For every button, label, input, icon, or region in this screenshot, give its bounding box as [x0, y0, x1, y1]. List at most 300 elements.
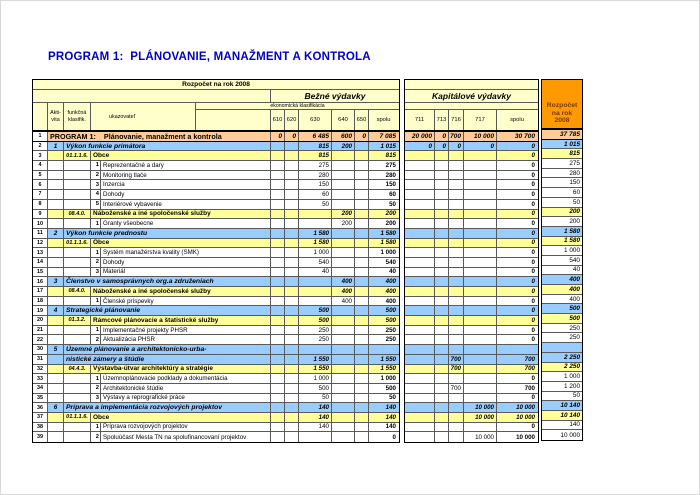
table-row: [33, 190, 399, 200]
cell-bezne-620: [285, 297, 299, 306]
cell-bezne-620: 0: [285, 132, 299, 141]
cell-bezne-650: [355, 180, 369, 189]
cell-kap-717: [464, 248, 497, 257]
table-row: [405, 161, 538, 171]
row-label: Náboženské a iné spoločenské služby: [91, 287, 271, 296]
cell-bezne-650: [355, 210, 369, 219]
cell-bezne-630: 6 485: [299, 132, 332, 141]
cell-bezne-650: [355, 248, 369, 257]
funkcna-code: 01.1.1.6.: [64, 151, 91, 160]
cell-bezne-620: [285, 345, 299, 354]
table-row: [405, 326, 538, 336]
row-label: Výstavba-útvar architektúry a stratégie: [91, 365, 271, 374]
cell-kap-717: [464, 277, 497, 286]
cell-kap-716: [449, 239, 464, 248]
cell-bezne-640: [332, 239, 355, 248]
aktivita-code: [48, 413, 64, 422]
header-spacer: [33, 90, 271, 102]
cell-bezne-620: [285, 142, 299, 151]
cell-kap-spolu: 700: [524, 355, 535, 363]
cell-kap-spolu: 700: [524, 384, 535, 392]
cell-kap-711: [405, 287, 435, 296]
cell-kap-717: [464, 335, 497, 344]
funkcna-code: [64, 161, 91, 170]
cell-bezne-spolu: [369, 345, 398, 354]
table-row: [405, 132, 538, 142]
cell-kap-711: [405, 268, 435, 277]
cell-bezne-spolu: 40: [389, 268, 396, 276]
cell-kap-spolu: 0: [531, 220, 535, 228]
cell-kap-711: [405, 423, 435, 432]
cell-bezne-610: [271, 190, 285, 199]
row-number: 1: [33, 132, 48, 141]
cell-kap-716: [449, 258, 464, 267]
cell-bezne-650: [355, 190, 369, 199]
table-row: [405, 277, 538, 287]
rozpocet-total-block: [541, 79, 583, 441]
cell-bezne-650: [355, 297, 369, 306]
header-col-713: 713: [435, 110, 449, 130]
cell-bezne-630: 40: [299, 268, 332, 277]
header-col-610: 610: [271, 110, 285, 130]
row-number: 32: [33, 365, 48, 374]
table-row: [542, 188, 582, 198]
cell-kap-spolu: 0: [531, 142, 535, 150]
table-row: [405, 345, 538, 355]
row-number: 15: [33, 268, 48, 277]
table-row: [542, 304, 582, 314]
row-label: PROGRAM 1: Plánovanie, manažment a kontrola: [48, 132, 271, 141]
header-kap-cols: [405, 110, 538, 130]
cell-kap-spolu: 0: [531, 268, 535, 276]
cell-bezne-610: [271, 171, 285, 180]
cell-rozpocet: 40: [572, 266, 580, 274]
cell-rozpocet: [542, 343, 582, 352]
header-aktivita-line1: Akti-: [50, 110, 61, 117]
cell-bezne-650: [355, 365, 369, 374]
cell-kap-711: [405, 151, 435, 160]
cell-kap-716: 700: [449, 384, 464, 393]
cell-kap-716: [449, 200, 464, 209]
cell-kap-spolu: 10 000: [516, 404, 535, 412]
cell-kap-spolu: 0: [531, 181, 535, 189]
cell-kap-713: [435, 161, 449, 170]
header-kap-spacer-top: [405, 80, 538, 90]
table-row: [33, 384, 399, 394]
cell-kap-717: [464, 384, 497, 393]
cell-bezne-620: [285, 190, 299, 199]
cell-rozpocet: 400: [569, 295, 580, 303]
cell-bezne-650: [355, 161, 369, 170]
cell-kap-717: [464, 297, 497, 306]
cell-kap-713: [435, 287, 449, 296]
cell-bezne-spolu: 140: [385, 404, 396, 412]
table-row: [33, 316, 399, 326]
aktivita-code: 6: [48, 403, 64, 412]
cell-rozpocet: 10 140: [560, 411, 580, 419]
cell-kap-716: [449, 297, 464, 306]
header-aktivita-col: [48, 103, 64, 130]
table-row: [542, 333, 582, 343]
cell-kap-spolu: 0: [531, 239, 535, 247]
cell-rozpocet: 275: [569, 159, 580, 167]
item-number: 1: [91, 161, 101, 170]
aktivita-code: [48, 171, 64, 180]
cell-bezne-630: 280: [299, 171, 332, 180]
table-header-kap: [405, 80, 538, 132]
cell-kap-spolu: 0: [531, 423, 535, 431]
row-label: Materiál: [101, 268, 271, 277]
funkcna-code: [64, 219, 91, 228]
funkcna-code: 08.4.0.: [64, 210, 91, 219]
table-row: [33, 432, 399, 442]
cell-kap-717: [464, 180, 497, 189]
cell-bezne-630: [299, 287, 332, 296]
cell-bezne-620: [285, 432, 299, 442]
row-number: 20: [33, 316, 48, 325]
cell-bezne-640: [332, 394, 355, 403]
table-row: [542, 430, 582, 440]
table-row: [405, 190, 538, 200]
cell-kap-spolu: 0: [531, 210, 535, 218]
cell-kap-spolu: 0: [531, 229, 535, 237]
row-label: Členstvo v samosprávnych org.a združeniach: [64, 277, 271, 286]
item-number: 2: [91, 432, 101, 442]
cell-bezne-610: [271, 248, 285, 257]
cell-bezne-spolu: 280: [385, 171, 396, 179]
cell-kap-716: [449, 326, 464, 335]
header-aktivita-line2: vita: [51, 116, 60, 123]
table-row: [33, 306, 399, 316]
cell-kap-711: [405, 297, 435, 306]
cell-kap-711: [405, 394, 435, 403]
cell-rozpocet: 37 785: [559, 130, 580, 138]
table-row: [33, 365, 399, 375]
cell-bezne-610: [271, 161, 285, 170]
aktivita-code: [48, 287, 64, 296]
cell-rozpocet: 250: [569, 334, 580, 342]
cell-bezne-630: 250: [299, 326, 332, 335]
cell-bezne-spolu: 275: [385, 161, 396, 169]
item-number: 2: [91, 384, 101, 393]
cell-bezne-spolu: 815: [385, 152, 396, 160]
table-row: [33, 277, 399, 287]
cell-rozpocet: 400: [569, 285, 580, 293]
cell-bezne-610: [271, 268, 285, 277]
row-label: Výkon funkcie prednostu: [64, 229, 271, 238]
cell-bezne-650: [355, 306, 369, 315]
cell-kap-716: 700: [449, 132, 464, 141]
cell-bezne-610: [271, 394, 285, 403]
table-row: [542, 353, 582, 363]
funkcna-code: [64, 384, 91, 393]
cell-kap-713: [435, 180, 449, 189]
aktivita-code: [48, 365, 64, 374]
cell-kap-717: 10 000: [464, 413, 497, 422]
cell-bezne-640: 400: [332, 277, 355, 286]
header-rozpocet-line3: 2008: [554, 117, 570, 125]
table-row: [542, 382, 582, 392]
cell-kap-716: [449, 306, 464, 315]
cell-bezne-spolu: 540: [385, 258, 396, 266]
table-row: [405, 432, 538, 442]
cell-bezne-640: [332, 403, 355, 412]
table-row: [542, 266, 582, 276]
cell-kap-spolu: 0: [531, 152, 535, 160]
cell-kap-717: [464, 219, 497, 228]
cell-kap-711: [405, 432, 435, 442]
item-number: 4: [91, 190, 101, 199]
cell-bezne-650: [355, 200, 369, 209]
table-row: [33, 229, 399, 239]
cell-kap-711: [405, 239, 435, 248]
cell-bezne-620: [285, 423, 299, 432]
cell-bezne-610: [271, 239, 285, 248]
cell-bezne-640: [332, 151, 355, 160]
table-row: [542, 159, 582, 169]
cell-bezne-spolu: 400: [385, 287, 396, 295]
cell-kap-717: [464, 365, 497, 374]
cell-kap-717: 0: [464, 142, 497, 151]
cell-bezne-640: [332, 345, 355, 354]
cell-bezne-620: [285, 171, 299, 180]
item-number: 2: [91, 171, 101, 180]
cell-bezne-620: [285, 239, 299, 248]
row-number: 35: [33, 394, 48, 403]
table-row: [542, 178, 582, 188]
table-row: [542, 130, 582, 140]
cell-kap-spolu: 0: [531, 316, 535, 324]
header-columns-row: [33, 103, 399, 130]
cell-kap-711: [405, 248, 435, 257]
table-row: [33, 219, 399, 229]
cell-bezne-610: [271, 374, 285, 383]
cell-bezne-630: 250: [299, 335, 332, 344]
cell-bezne-610: [271, 345, 285, 354]
table-row: [542, 421, 582, 431]
cell-kap-713: [435, 374, 449, 383]
cell-bezne-640: [332, 423, 355, 432]
header-bezne-row: [33, 90, 399, 103]
funkcna-code: [64, 423, 91, 432]
cell-rozpocet: 500: [569, 305, 580, 313]
cell-kap-711: [405, 316, 435, 325]
cell-bezne-610: [271, 277, 285, 286]
cell-bezne-640: [332, 374, 355, 383]
item-number: 3: [91, 394, 101, 403]
cell-kap-spolu: 0: [531, 375, 535, 383]
cell-bezne-640: [332, 432, 355, 442]
cell-rozpocet: 50: [572, 392, 580, 400]
item-number: 1: [91, 248, 101, 257]
cell-kap-711: [405, 277, 435, 286]
cell-kap-711: [405, 210, 435, 219]
cell-bezne-610: [271, 287, 285, 296]
table-row: [33, 142, 399, 152]
aktivita-code: [48, 151, 64, 160]
cell-kap-716: [449, 374, 464, 383]
cell-bezne-650: [355, 287, 369, 296]
row-number: 30: [33, 345, 48, 354]
cell-kap-spolu: 0: [531, 287, 535, 295]
header-rozpocet-line1: Rozpočet: [546, 102, 578, 110]
cell-bezne-610: [271, 229, 285, 238]
cell-bezne-spolu: 400: [385, 297, 396, 305]
cell-bezne-640: [332, 306, 355, 315]
table-row: [405, 239, 538, 249]
item-number: 1: [91, 297, 101, 306]
cell-kap-717: [464, 161, 497, 170]
cell-bezne-630: 140: [299, 403, 332, 412]
cell-bezne-650: [355, 229, 369, 238]
cell-bezne-630: 140: [299, 423, 332, 432]
cell-kap-716: [449, 171, 464, 180]
cell-bezne-spolu: 0: [392, 433, 396, 441]
aktivita-code: [48, 326, 64, 335]
cell-kap-711: [405, 161, 435, 170]
header-rownum-col: [33, 103, 48, 130]
cell-kap-717: [464, 345, 497, 354]
cell-bezne-640: [332, 268, 355, 277]
cell-bezne-650: [355, 316, 369, 325]
cell-bezne-spolu: 1 580: [380, 229, 396, 237]
cell-kap-716: [449, 432, 464, 442]
cell-kap-713: [435, 258, 449, 267]
table-row: [405, 180, 538, 190]
cell-kap-711: 0: [405, 142, 435, 151]
cell-kap-711: [405, 365, 435, 374]
cell-bezne-640: [332, 171, 355, 180]
row-label: Výstavy a reprografické práce: [101, 394, 271, 403]
cell-bezne-spolu: 1 550: [380, 355, 396, 363]
table-row: [405, 384, 538, 394]
cell-bezne-650: [355, 142, 369, 151]
row-number: 21: [33, 326, 48, 335]
cell-bezne-640: [332, 190, 355, 199]
aktivita-code: [48, 432, 64, 442]
cell-bezne-640: [332, 365, 355, 374]
cell-kap-713: [435, 423, 449, 432]
cell-kap-713: [435, 326, 449, 335]
funkcna-code: [64, 268, 91, 277]
funkcna-code: [64, 432, 91, 442]
cell-bezne-640: [332, 335, 355, 344]
cell-bezne-650: [355, 384, 369, 393]
cell-bezne-630: [299, 432, 332, 442]
row-label: Členské príspevky: [101, 297, 271, 306]
cell-rozpocet: 10 000: [560, 431, 580, 439]
cell-kap-713: [435, 200, 449, 209]
cell-bezne-610: [271, 365, 285, 374]
cell-kap-713: [435, 394, 449, 403]
cell-kap-716: [449, 287, 464, 296]
row-number: 7: [33, 190, 48, 199]
header-col-717: 717: [464, 110, 497, 130]
row-label: Interiérové vybavenie: [101, 200, 271, 209]
cell-bezne-spolu: 7 085: [379, 132, 396, 140]
cell-bezne-620: [285, 180, 299, 189]
cell-kap-711: [405, 190, 435, 199]
cell-bezne-610: [271, 316, 285, 325]
header-col-716: 716: [449, 110, 464, 130]
table-row: [542, 285, 582, 295]
cell-bezne-620: [285, 200, 299, 209]
cell-bezne-610: [271, 210, 285, 219]
cell-kap-716: [449, 394, 464, 403]
cell-bezne-620: [285, 365, 299, 374]
cell-kap-713: [435, 219, 449, 228]
table-row: [33, 423, 399, 433]
table-row: [33, 200, 399, 210]
row-label: Dohody: [101, 258, 271, 267]
cell-kap-spolu: 10 000: [516, 413, 535, 421]
table-row: [542, 392, 582, 402]
cell-kap-713: [435, 432, 449, 442]
cell-bezne-630: 60: [299, 190, 332, 199]
cell-rozpocet: 10 140: [560, 402, 580, 410]
aktivita-code: [48, 248, 64, 257]
cell-kap-716: [449, 151, 464, 160]
cell-bezne-640: 200: [332, 210, 355, 219]
aktivita-code: 3: [48, 277, 64, 286]
cell-kap-716: [449, 316, 464, 325]
cell-kap-spolu: 0: [531, 161, 535, 169]
cell-bezne-spolu: 50: [389, 200, 396, 208]
cell-bezne-spolu: 1 000: [380, 375, 396, 383]
cell-rozpocet: 1 200: [564, 382, 580, 390]
cell-kap-spolu: 0: [531, 171, 535, 179]
row-number: 16: [33, 277, 48, 286]
cell-kap-717: [464, 316, 497, 325]
item-number: 3: [91, 180, 101, 189]
cell-kap-716: [449, 403, 464, 412]
row-number: 14: [33, 258, 48, 267]
aktivita-code: [48, 258, 64, 267]
cell-kap-716: [449, 268, 464, 277]
cell-bezne-620: [285, 277, 299, 286]
header-ekonomicka-label: ekonomická klasifikácia: [196, 103, 399, 110]
cell-kap-717: [464, 374, 497, 383]
cell-bezne-650: [355, 239, 369, 248]
cell-bezne-620: [285, 326, 299, 335]
cell-bezne-650: [355, 355, 369, 364]
cell-bezne-620: [285, 229, 299, 238]
funkcna-code: 01.1.1.6.: [64, 239, 91, 248]
row-number: 19: [33, 306, 48, 315]
cell-bezne-640: [332, 413, 355, 422]
funkcna-code: [64, 394, 91, 403]
table-row: [33, 413, 399, 423]
cell-kap-711: 20 000: [405, 132, 435, 141]
cell-bezne-610: [271, 219, 285, 228]
funkcna-code: [64, 297, 91, 306]
cell-bezne-610: [271, 355, 285, 364]
cell-kap-713: [435, 403, 449, 412]
header-col-711: 711: [405, 110, 435, 130]
cell-bezne-650: [355, 394, 369, 403]
table-row: [405, 248, 538, 258]
header-col-620: 620: [285, 110, 299, 130]
aktivita-code: [48, 423, 64, 432]
cell-bezne-610: [271, 151, 285, 160]
cell-kap-717: [464, 287, 497, 296]
item-number: 2: [91, 335, 101, 344]
aktivita-code: 4: [48, 306, 64, 315]
row-number: 3: [33, 151, 48, 160]
cell-kap-713: [435, 345, 449, 354]
cell-kap-716: 0: [449, 142, 464, 151]
cell-kap-717: [464, 355, 497, 364]
